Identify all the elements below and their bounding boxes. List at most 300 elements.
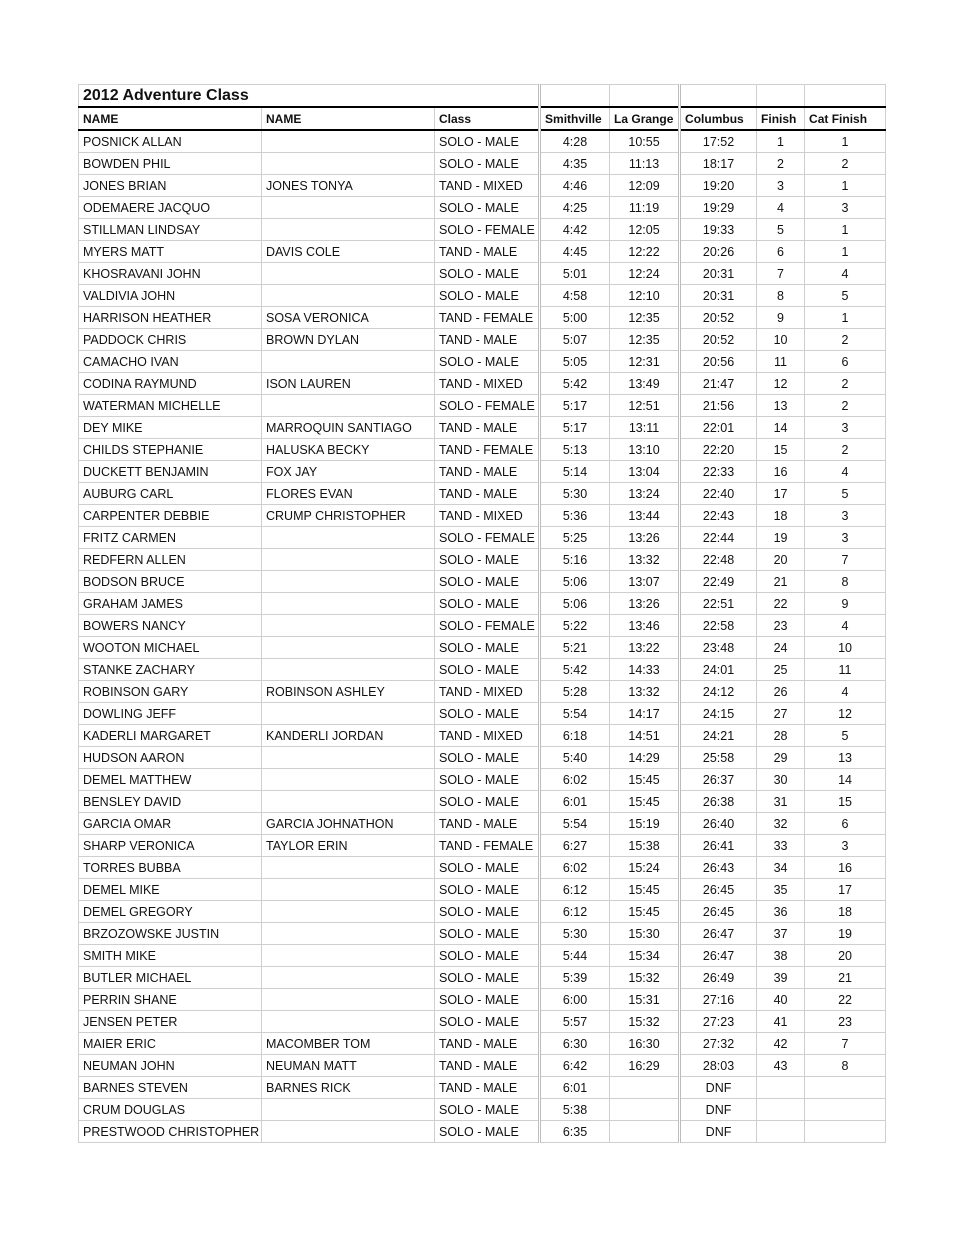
cell-class: SOLO - MALE (435, 747, 540, 769)
cell-cat-finish: 20 (805, 945, 886, 967)
cell-smithville: 6:00 (540, 989, 610, 1011)
cell-class: TAND - MIXED (435, 175, 540, 197)
table-row (79, 1033, 886, 1055)
cell-finish: 33 (757, 835, 805, 857)
cell-finish: 18 (757, 505, 805, 527)
column-header-smithville: Smithville (540, 107, 610, 130)
cell-finish: 16 (757, 461, 805, 483)
cell-smithville: 5:17 (540, 395, 610, 417)
cell-cat-finish: 1 (805, 175, 886, 197)
table-row (79, 263, 886, 285)
cell-class: SOLO - MALE (435, 901, 540, 923)
table-row (79, 505, 886, 527)
cell-cat-finish: 3 (805, 505, 886, 527)
cell-la-grange: 13:44 (610, 505, 680, 527)
cell-partner-name: CRUMP CHRISTOPHER (262, 505, 435, 527)
table-row (79, 681, 886, 703)
cell-smithville: 5:54 (540, 703, 610, 725)
table-row (79, 967, 886, 989)
table-row (79, 1099, 886, 1121)
cell-finish: 30 (757, 769, 805, 791)
cell-columbus: 20:31 (680, 263, 757, 285)
cell-columbus: 22:49 (680, 571, 757, 593)
cell-name: HARRISON HEATHER (79, 307, 262, 329)
cell-smithville: 5:57 (540, 1011, 610, 1033)
cell-cat-finish: 12 (805, 703, 886, 725)
cell-class: SOLO - MALE (435, 791, 540, 813)
cell-cat-finish: 3 (805, 417, 886, 439)
table-row (79, 659, 886, 681)
cell-name: BARNES STEVEN (79, 1077, 262, 1099)
cell-columbus: 26:49 (680, 967, 757, 989)
column-header-columbus: Columbus (680, 107, 757, 130)
table-row (79, 285, 886, 307)
cell-cat-finish: 7 (805, 549, 886, 571)
cell-la-grange (610, 1099, 680, 1121)
cell-finish: 7 (757, 263, 805, 285)
cell-partner-name: MACOMBER TOM (262, 1033, 435, 1055)
cell-class: TAND - MIXED (435, 373, 540, 395)
cell-smithville: 6:18 (540, 725, 610, 747)
cell-name: BRZOZOWSKE JUSTIN (79, 923, 262, 945)
cell-name: PRESTWOOD CHRISTOPHER (79, 1121, 262, 1143)
header-row (79, 107, 886, 130)
cell-finish: 17 (757, 483, 805, 505)
cell-class: SOLO - FEMALE (435, 395, 540, 417)
title-row (79, 85, 886, 108)
cell-finish: 19 (757, 527, 805, 549)
table-title: 2012 Adventure Class (79, 85, 540, 108)
cell-smithville: 5:38 (540, 1099, 610, 1121)
cell-finish: 15 (757, 439, 805, 461)
table-row (79, 1011, 886, 1033)
cell-la-grange: 15:32 (610, 1011, 680, 1033)
cell-name: HUDSON AARON (79, 747, 262, 769)
cell-partner-name: HALUSKA BECKY (262, 439, 435, 461)
cell-smithville: 5:39 (540, 967, 610, 989)
column-header-finish: Finish (757, 107, 805, 130)
cell-finish: 20 (757, 549, 805, 571)
cell-class: SOLO - MALE (435, 923, 540, 945)
cell-smithville: 4:28 (540, 130, 610, 153)
cell-class: SOLO - MALE (435, 967, 540, 989)
cell-finish: 26 (757, 681, 805, 703)
cell-smithville: 6:27 (540, 835, 610, 857)
cell-la-grange: 14:29 (610, 747, 680, 769)
cell-smithville: 5:30 (540, 483, 610, 505)
cell-cat-finish: 2 (805, 329, 886, 351)
cell-cat-finish: 3 (805, 835, 886, 857)
cell-class: SOLO - MALE (435, 879, 540, 901)
cell-columbus: 25:58 (680, 747, 757, 769)
cell-finish: 37 (757, 923, 805, 945)
table-row (79, 615, 886, 637)
cell-cat-finish: 19 (805, 923, 886, 945)
table-row (79, 989, 886, 1011)
cell-name: CODINA RAYMUND (79, 373, 262, 395)
cell-cat-finish: 2 (805, 439, 886, 461)
cell-name: BODSON BRUCE (79, 571, 262, 593)
cell-smithville: 5:06 (540, 593, 610, 615)
cell-name: NEUMAN JOHN (79, 1055, 262, 1077)
cell-finish: 11 (757, 351, 805, 373)
cell-class: SOLO - MALE (435, 549, 540, 571)
cell-la-grange: 14:51 (610, 725, 680, 747)
cell-class: TAND - MALE (435, 329, 540, 351)
cell-name: SHARP VERONICA (79, 835, 262, 857)
cell-columbus: 20:31 (680, 285, 757, 307)
cell-partner-name (262, 989, 435, 1011)
cell-name: GRAHAM JAMES (79, 593, 262, 615)
cell-columbus: 26:37 (680, 769, 757, 791)
cell-cat-finish (805, 1121, 886, 1143)
cell-name: BOWDEN PHIL (79, 153, 262, 175)
cell-name: VALDIVIA JOHN (79, 285, 262, 307)
table-row (79, 241, 886, 263)
cell-class: SOLO - FEMALE (435, 615, 540, 637)
cell-smithville: 4:35 (540, 153, 610, 175)
cell-finish: 28 (757, 725, 805, 747)
cell-columbus: 19:33 (680, 219, 757, 241)
cell-smithville: 4:25 (540, 197, 610, 219)
cell-cat-finish: 7 (805, 1033, 886, 1055)
cell-name: GARCIA OMAR (79, 813, 262, 835)
cell-class: SOLO - MALE (435, 1121, 540, 1143)
cell-smithville: 5:13 (540, 439, 610, 461)
cell-partner-name: NEUMAN MATT (262, 1055, 435, 1077)
cell-class: TAND - MALE (435, 461, 540, 483)
cell-columbus: 20:52 (680, 307, 757, 329)
table-row (79, 197, 886, 219)
cell-cat-finish: 15 (805, 791, 886, 813)
cell-columbus: 22:48 (680, 549, 757, 571)
cell-cat-finish: 10 (805, 637, 886, 659)
cell-la-grange: 15:19 (610, 813, 680, 835)
table-row (79, 219, 886, 241)
cell-la-grange: 12:09 (610, 175, 680, 197)
cell-finish: 25 (757, 659, 805, 681)
cell-smithville: 6:35 (540, 1121, 610, 1143)
cell-la-grange: 13:11 (610, 417, 680, 439)
cell-partner-name (262, 945, 435, 967)
cell-cat-finish: 8 (805, 571, 886, 593)
cell-columbus: 27:16 (680, 989, 757, 1011)
cell-name: PERRIN SHANE (79, 989, 262, 1011)
cell-cat-finish: 1 (805, 307, 886, 329)
cell-name: MYERS MATT (79, 241, 262, 263)
cell-class: TAND - MALE (435, 483, 540, 505)
cell-la-grange: 11:13 (610, 153, 680, 175)
cell-cat-finish: 4 (805, 681, 886, 703)
cell-class: TAND - MIXED (435, 681, 540, 703)
table-row (79, 879, 886, 901)
table-row (79, 791, 886, 813)
cell-cat-finish: 3 (805, 527, 886, 549)
cell-partner-name (262, 923, 435, 945)
cell-partner-name (262, 879, 435, 901)
cell-la-grange: 13:07 (610, 571, 680, 593)
cell-partner-name: ROBINSON ASHLEY (262, 681, 435, 703)
cell-name: BUTLER MICHAEL (79, 967, 262, 989)
cell-la-grange: 15:38 (610, 835, 680, 857)
cell-partner-name: MARROQUIN SANTIAGO (262, 417, 435, 439)
cell-la-grange: 13:49 (610, 373, 680, 395)
cell-la-grange: 12:35 (610, 307, 680, 329)
cell-name: TORRES BUBBA (79, 857, 262, 879)
cell-cat-finish: 6 (805, 813, 886, 835)
cell-la-grange (610, 1121, 680, 1143)
cell-finish (757, 1077, 805, 1099)
cell-name: WOOTON MICHAEL (79, 637, 262, 659)
table-row (79, 351, 886, 373)
cell-name: WATERMAN MICHELLE (79, 395, 262, 417)
cell-smithville: 4:46 (540, 175, 610, 197)
cell-smithville: 5:17 (540, 417, 610, 439)
cell-columbus: 24:01 (680, 659, 757, 681)
cell-columbus: 22:44 (680, 527, 757, 549)
cell-la-grange: 16:29 (610, 1055, 680, 1077)
cell-cat-finish: 5 (805, 725, 886, 747)
cell-partner-name (262, 285, 435, 307)
cell-partner-name: SOSA VERONICA (262, 307, 435, 329)
cell-columbus: 24:21 (680, 725, 757, 747)
cell-class: SOLO - MALE (435, 989, 540, 1011)
cell-la-grange: 13:46 (610, 615, 680, 637)
cell-la-grange: 13:24 (610, 483, 680, 505)
cell-cat-finish: 23 (805, 1011, 886, 1033)
cell-finish: 27 (757, 703, 805, 725)
cell-finish: 5 (757, 219, 805, 241)
cell-class: SOLO - MALE (435, 263, 540, 285)
cell-cat-finish: 14 (805, 769, 886, 791)
cell-name: STANKE ZACHARY (79, 659, 262, 681)
cell-partner-name (262, 659, 435, 681)
cell-finish (757, 1099, 805, 1121)
cell-name: ODEMAERE JACQUO (79, 197, 262, 219)
cell-smithville: 5:40 (540, 747, 610, 769)
cell-cat-finish: 1 (805, 130, 886, 153)
cell-class: TAND - MIXED (435, 505, 540, 527)
table-row (79, 175, 886, 197)
cell-la-grange: 12:51 (610, 395, 680, 417)
cell-class: SOLO - FEMALE (435, 527, 540, 549)
cell-partner-name (262, 197, 435, 219)
cell-smithville: 5:01 (540, 263, 610, 285)
cell-smithville: 5:14 (540, 461, 610, 483)
cell-class: TAND - FEMALE (435, 307, 540, 329)
cell-la-grange: 10:55 (610, 130, 680, 153)
cell-partner-name (262, 1011, 435, 1033)
cell-name: AUBURG CARL (79, 483, 262, 505)
cell-class: TAND - MALE (435, 813, 540, 835)
cell-cat-finish: 11 (805, 659, 886, 681)
cell-finish: 42 (757, 1033, 805, 1055)
cell-la-grange: 15:45 (610, 879, 680, 901)
cell-finish (757, 1121, 805, 1143)
cell-finish: 38 (757, 945, 805, 967)
cell-partner-name (262, 769, 435, 791)
cell-cat-finish: 18 (805, 901, 886, 923)
cell-smithville: 4:45 (540, 241, 610, 263)
cell-finish: 23 (757, 615, 805, 637)
cell-class: SOLO - MALE (435, 197, 540, 219)
cell-name: DUCKETT BENJAMIN (79, 461, 262, 483)
cell-partner-name: BARNES RICK (262, 1077, 435, 1099)
table-row (79, 637, 886, 659)
cell-name: DEMEL GREGORY (79, 901, 262, 923)
cell-columbus: 24:15 (680, 703, 757, 725)
cell-la-grange (610, 1077, 680, 1099)
cell-columbus: DNF (680, 1121, 757, 1143)
cell-columbus: 20:26 (680, 241, 757, 263)
cell-partner-name (262, 219, 435, 241)
cell-la-grange: 12:24 (610, 263, 680, 285)
cell-smithville: 5:21 (540, 637, 610, 659)
cell-columbus: 22:40 (680, 483, 757, 505)
cell-cat-finish: 5 (805, 483, 886, 505)
cell-cat-finish: 22 (805, 989, 886, 1011)
cell-name: BENSLEY DAVID (79, 791, 262, 813)
cell-smithville: 5:54 (540, 813, 610, 835)
cell-finish: 31 (757, 791, 805, 813)
cell-la-grange: 15:30 (610, 923, 680, 945)
cell-la-grange: 11:19 (610, 197, 680, 219)
cell-la-grange: 12:10 (610, 285, 680, 307)
cell-partner-name (262, 747, 435, 769)
cell-smithville: 6:30 (540, 1033, 610, 1055)
cell-finish: 36 (757, 901, 805, 923)
cell-columbus: 26:45 (680, 901, 757, 923)
cell-partner-name (262, 615, 435, 637)
cell-la-grange: 13:32 (610, 681, 680, 703)
cell-class: SOLO - MALE (435, 703, 540, 725)
cell-partner-name: DAVIS COLE (262, 241, 435, 263)
cell-partner-name: FLORES EVAN (262, 483, 435, 505)
cell-finish: 4 (757, 197, 805, 219)
cell-smithville: 6:02 (540, 857, 610, 879)
column-header-cat-finish: Cat Finish (805, 107, 886, 130)
table-row (79, 835, 886, 857)
cell-la-grange: 15:45 (610, 901, 680, 923)
cell-class: SOLO - MALE (435, 153, 540, 175)
cell-name: DEMEL MATTHEW (79, 769, 262, 791)
cell-la-grange: 13:32 (610, 549, 680, 571)
table-row (79, 901, 886, 923)
cell-columbus: 26:38 (680, 791, 757, 813)
cell-partner-name (262, 637, 435, 659)
cell-name: CHILDS STEPHANIE (79, 439, 262, 461)
table-row (79, 857, 886, 879)
table-row (79, 439, 886, 461)
cell-la-grange: 15:45 (610, 769, 680, 791)
cell-partner-name: GARCIA JOHNATHON (262, 813, 435, 835)
cell-columbus: 27:32 (680, 1033, 757, 1055)
cell-cat-finish: 4 (805, 263, 886, 285)
table-row (79, 461, 886, 483)
cell-class: SOLO - MALE (435, 769, 540, 791)
cell-la-grange: 12:31 (610, 351, 680, 373)
cell-finish: 34 (757, 857, 805, 879)
cell-la-grange: 15:32 (610, 967, 680, 989)
cell-columbus: DNF (680, 1099, 757, 1121)
cell-finish: 1 (757, 130, 805, 153)
cell-columbus: 27:23 (680, 1011, 757, 1033)
cell-partner-name (262, 703, 435, 725)
table-row (79, 923, 886, 945)
cell-cat-finish: 1 (805, 219, 886, 241)
cell-class: SOLO - MALE (435, 945, 540, 967)
cell-class: TAND - FEMALE (435, 835, 540, 857)
cell-finish: 43 (757, 1055, 805, 1077)
cell-smithville: 6:12 (540, 879, 610, 901)
cell-finish: 24 (757, 637, 805, 659)
cell-finish: 9 (757, 307, 805, 329)
column-header-la-grange: La Grange (610, 107, 680, 130)
cell-finish: 10 (757, 329, 805, 351)
cell-finish: 21 (757, 571, 805, 593)
cell-partner-name (262, 527, 435, 549)
cell-columbus: 22:33 (680, 461, 757, 483)
cell-class: SOLO - MALE (435, 571, 540, 593)
cell-partner-name: KANDERLI JORDAN (262, 725, 435, 747)
table-row (79, 483, 886, 505)
table-row (79, 417, 886, 439)
cell-name: REDFERN ALLEN (79, 549, 262, 571)
cell-la-grange: 15:34 (610, 945, 680, 967)
cell-name: DEY MIKE (79, 417, 262, 439)
cell-partner-name (262, 967, 435, 989)
cell-partner-name (262, 263, 435, 285)
cell-cat-finish: 1 (805, 241, 886, 263)
cell-class: TAND - MALE (435, 417, 540, 439)
table-row (79, 1055, 886, 1077)
cell-columbus: 18:17 (680, 153, 757, 175)
cell-columbus: 23:48 (680, 637, 757, 659)
cell-finish: 8 (757, 285, 805, 307)
cell-smithville: 5:00 (540, 307, 610, 329)
table-row (79, 1121, 886, 1143)
cell-finish: 29 (757, 747, 805, 769)
cell-name: FRITZ CARMEN (79, 527, 262, 549)
cell-name: PADDOCK CHRIS (79, 329, 262, 351)
cell-finish: 39 (757, 967, 805, 989)
cell-name: CARPENTER DEBBIE (79, 505, 262, 527)
cell-class: TAND - FEMALE (435, 439, 540, 461)
cell-name: KHOSRAVANI JOHN (79, 263, 262, 285)
cell-smithville: 5:16 (540, 549, 610, 571)
cell-cat-finish: 21 (805, 967, 886, 989)
cell-cat-finish: 9 (805, 593, 886, 615)
cell-la-grange: 15:45 (610, 791, 680, 813)
cell-smithville: 5:44 (540, 945, 610, 967)
cell-cat-finish (805, 1099, 886, 1121)
cell-class: SOLO - MALE (435, 593, 540, 615)
cell-name: STILLMAN LINDSAY (79, 219, 262, 241)
table-row (79, 130, 886, 153)
cell-la-grange: 12:35 (610, 329, 680, 351)
cell-cat-finish: 8 (805, 1055, 886, 1077)
cell-class: SOLO - FEMALE (435, 219, 540, 241)
cell-la-grange: 16:30 (610, 1033, 680, 1055)
cell-partner-name (262, 1121, 435, 1143)
table-row (79, 395, 886, 417)
table-row (79, 571, 886, 593)
cell-columbus: 22:43 (680, 505, 757, 527)
cell-columbus: 26:43 (680, 857, 757, 879)
cell-cat-finish: 3 (805, 197, 886, 219)
cell-class: SOLO - MALE (435, 351, 540, 373)
cell-finish: 32 (757, 813, 805, 835)
